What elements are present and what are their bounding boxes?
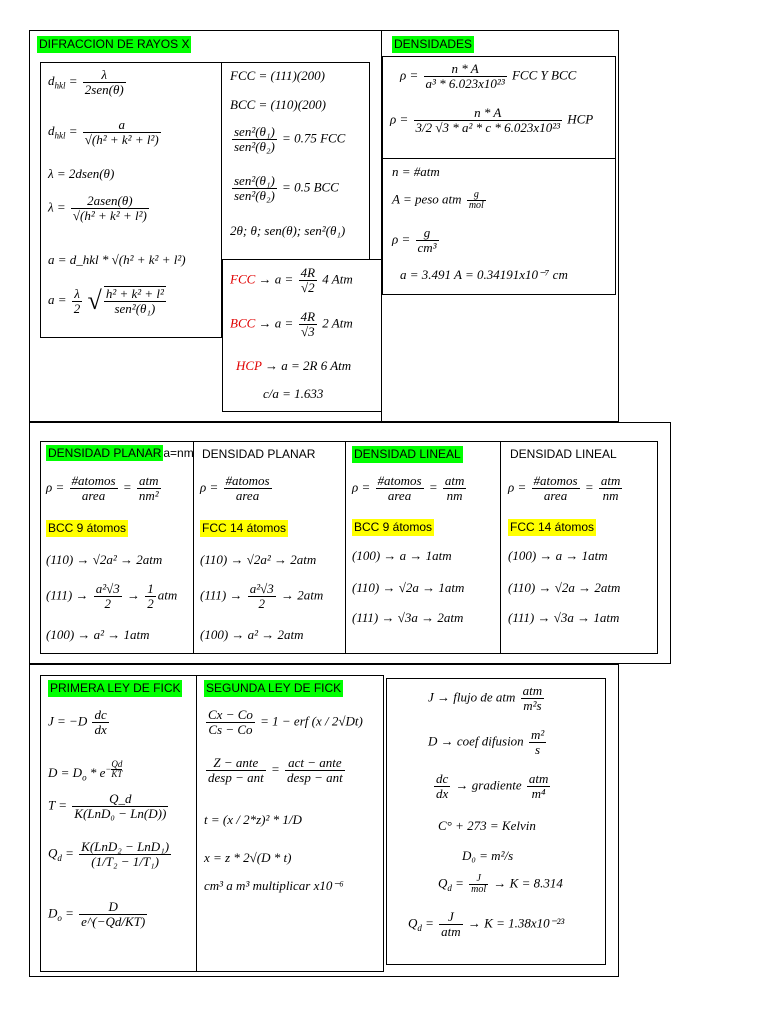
lambda-eq-1: λ = 2dsen(θ)	[48, 166, 115, 181]
col4-rho: ρ = $\frac{\text{\#atomos}}{\text{area}}$ = $\frac{\text{atm}}{nm}$	[508, 473, 621, 503]
x-eq: x = z * 2√(D * t)	[204, 850, 292, 865]
bcc-planes: BCC = (110)(200)	[230, 97, 326, 112]
Qd-eq: $Q_d$ = $\frac{\text{K(LnD₂ − LnD₁)}}{\text{(1/T₂ − 1/T₁)}}$	[48, 839, 170, 869]
a-eq-1: a = d_hkl * √(h² + k² + l²)	[48, 252, 186, 267]
fcc-planes: FCC = (111)(200)	[230, 68, 325, 83]
col1-title: DENSIDAD PLANAR	[48, 446, 162, 460]
bcc-a-label: BCC	[230, 315, 256, 331]
ratio-fcc-value: = 0.75 FCC	[282, 130, 346, 146]
rho-fcc-bcc: ρ = $\frac{n * A}{\text{a³ * 6.023x10²³}}$ FCC Y BCC	[400, 61, 577, 91]
col3-bcc9: BCC 9 átomos	[354, 520, 433, 534]
col1-bcc9: BCC 9 átomos	[48, 521, 127, 535]
rho-unit: ρ = $\frac{g}{\text{cm³}}$	[392, 225, 437, 255]
rho-2-den: 3/2 √3 * a² * c * 6.023x10²³	[415, 120, 560, 135]
col3-title: DENSIDAD LINEAL	[354, 447, 461, 461]
fcc-a-label: FCC	[230, 271, 256, 287]
ratio-bcc: $\frac{\text{sen²(θ₁)}}{\text{sen²(θ₂)}}$ = 0.5 BCC	[234, 173, 339, 203]
a-eq-2: a = $\frac{\lambda}{2}$ √ $\frac{\text{h² + k² + l²}}{\text{sen²(θ₁)}}$	[48, 285, 164, 316]
A-unit-den: mol	[468, 200, 484, 211]
col1-nm2: nm²	[138, 488, 159, 503]
theta-list: 2θ; θ; sen(θ); sen²(θ₁)	[230, 223, 346, 238]
col2-111: (111) → $\frac{\text{a²√3}}{2}$ → 2atm	[200, 581, 324, 611]
J-dx: dx	[94, 722, 107, 737]
rho-1-num: n * A	[451, 61, 479, 76]
rho-2-num: n * A	[474, 105, 502, 120]
Qd-K1-den: mol	[471, 884, 487, 895]
D-def	[428, 728, 548, 757]
T-num: Q_d	[109, 791, 132, 806]
hcp-a-label: HCP	[236, 358, 262, 373]
col1-100: (100) → a² → 1atm	[46, 627, 150, 642]
D-unit-den: s	[529, 742, 546, 757]
J-unit-den: m²s	[521, 698, 545, 713]
Qd-K2-num: J	[448, 909, 454, 924]
ratio-bcc-value: = 0.5 BCC	[282, 179, 339, 195]
col2-title: DENSIDAD PLANAR	[202, 447, 316, 461]
difraccion-title: DIFRACCION DE RAYOS X	[39, 37, 190, 51]
col2-100: (100) → a² → 2atm	[200, 627, 304, 642]
Qd-K1-num: J	[476, 873, 481, 884]
grad-unit-num: atm	[528, 771, 549, 786]
Qd-K2-den: atm	[441, 924, 461, 939]
kelvin: C° + 273 = Kelvin	[438, 818, 536, 833]
Do-eq: $D_o$ = $\frac{D}{e\^{}(-Qd/KT)}$	[48, 899, 146, 929]
D-unit-num: m²	[530, 727, 545, 742]
act-den: desp − ant	[287, 770, 343, 785]
J-eq: J = −D $\frac{dc}{dx}$	[48, 707, 107, 737]
col3-nm: nm	[443, 488, 467, 503]
dhkl-eq-1: $d_{hkl}$ = $\frac{\lambda}{\text{2sen(θ)}}$	[48, 67, 124, 97]
J-dc: dc	[94, 707, 107, 722]
rho-hcp: ρ = $\frac{n * A}{\text{3/2 √3 * a² * c * 6.023x10²³}}$ HCP	[390, 105, 594, 135]
dhkl-eq-2: $d_{hkl}$ = $\frac{a}{\text{√(h² + k² + l²)}}$	[48, 117, 159, 147]
grad-unit-den: m⁴	[527, 786, 551, 801]
cm3-note: cm³ a m³ multiplicar x10⁻⁶	[204, 878, 344, 893]
J-def-text: J → flujo de atm	[428, 689, 516, 705]
col4-title: DENSIDAD LINEAL	[510, 447, 617, 461]
rho-2-tail: HCP	[567, 111, 594, 127]
col3-110: (110) → √2a → 1atm	[352, 580, 465, 595]
A-def-text: A = peso atm	[392, 191, 462, 207]
erf-eq	[204, 708, 363, 737]
A-def	[392, 190, 488, 211]
col4-110: (110) → √2a → 2atm	[508, 580, 621, 595]
sen-den: sen²(θ₂)	[234, 139, 275, 154]
col3-rho: ρ = $\frac{\text{\#atomos}}{\text{area}}$ = $\frac{\text{atm}}{nm}$	[352, 473, 465, 503]
ante-den: desp − ant	[208, 770, 264, 785]
Qd-K1-post: → K = 8.314	[493, 875, 563, 891]
Qd-K2: $Q_d$ = $\frac{J}{\text{atm}}$ → K = 1.38x10⁻²³	[408, 909, 565, 939]
sen-num: sen²(θ₁)	[234, 124, 275, 139]
hcp-a	[236, 358, 351, 374]
Do-unit: D₀ = m²/s	[462, 848, 514, 863]
erf-num: Cx − Co	[208, 707, 253, 722]
col-divider-1	[193, 441, 194, 654]
col1-header	[46, 446, 194, 460]
col3-100: (100) → a → 1atm	[352, 548, 452, 563]
col2-110: (110) → √2a² → 2atm	[200, 552, 317, 567]
n-def: n = #atm	[392, 164, 440, 179]
col1-111: (111) → $\frac{\text{a²√3}}{2}$ → $\frac{1}{2}$ atm	[46, 581, 178, 611]
Qd-num: K(LnD₂ − LnD₁)	[81, 839, 170, 854]
erf-tail: = 1 − erf (x / 2√Dt)	[260, 713, 363, 729]
grad-def-text: → gradiente	[455, 777, 522, 793]
ante-eq: $\frac{\text{Z − ante}}{\text{desp − ant}}$ = $\frac{\text{act − ante}}{\text{desp − ant}}$	[208, 755, 343, 785]
ratio-fcc	[230, 125, 345, 154]
fick2-title: SEGUNDA LEY DE FICK	[206, 681, 342, 695]
Qd-den: (1/T₂ − 1/T₁)	[79, 854, 171, 869]
fick1-title: PRIMERA LEY DE FICK	[50, 681, 181, 695]
A-unit-num: g	[473, 189, 479, 200]
col2-fcc14: FCC 14 átomos	[202, 521, 287, 535]
col1-rho: ρ = $\frac{\text{\#atomos}}{\text{area}}$ = $\frac{\text{atm}}{\text{nm²}}$	[46, 473, 159, 503]
Do-num: D	[108, 899, 118, 914]
Qd-K1: $Q_d$ = $\frac{J}{\text{mol}}$ → K = 8.314	[438, 873, 563, 895]
col4-100: (100) → a → 1atm	[508, 548, 608, 563]
col2-rho: ρ = $\frac{\text{\#atomos}}{\text{area}}$	[200, 473, 270, 503]
hcp-a-eq: → a = 2R 6 Atm	[265, 358, 352, 373]
col3-111: (111) → √3a → 2atm	[352, 610, 464, 625]
col4-fcc14: FCC 14 átomos	[510, 520, 595, 534]
rho-unit-den: cm³	[417, 240, 437, 255]
J-unit-num: atm	[522, 683, 543, 698]
T-eq: T = $\frac{Q\_d}{\text{K(LnD₀ − Ln(D))}}$	[48, 791, 167, 821]
D-eq: $D = D_o * e^{- \frac{Qd}{KT}}$	[48, 759, 123, 783]
densidades-title: DENSIDADES	[394, 37, 473, 51]
Do-den: e^(−Qd/KT)	[81, 914, 146, 929]
t-eq: t = (x / 2*z)² * 1/D	[204, 812, 302, 827]
T-den: K(LnD₀ − Ln(D))	[74, 806, 167, 821]
col-divider-2	[345, 441, 346, 654]
lambda-eq-2: λ = $\frac{\text{2asen(θ)}}{\text{√(h² + k² + l²)}}$	[48, 193, 147, 223]
fick-divider	[196, 675, 197, 972]
act-num: act − ante	[288, 755, 342, 770]
D-def-text: D → coef difusion	[428, 733, 524, 749]
J-def	[428, 684, 546, 713]
rho-unit-num: g	[423, 225, 431, 240]
col4-111: (111) → √3a → 1atm	[508, 610, 620, 625]
fcc-a: FCC → a = $\frac{4R}{√2}$ 4 Atm	[230, 265, 353, 295]
erf-den: Cs − Co	[206, 722, 255, 737]
col-divider-3	[500, 441, 501, 654]
Qd-K2-post: → K = 1.38x10⁻²³	[467, 915, 565, 931]
rho-1-den: a³ * 6.023x10²³	[425, 76, 505, 91]
ante-num: Z − ante	[213, 755, 259, 770]
col1-110: (110) → √2a² → 2atm	[46, 552, 163, 567]
col1-extra: a=nm	[163, 446, 194, 460]
densidades-divider	[382, 158, 616, 159]
rho-1-tail: FCC Y BCC	[511, 67, 577, 83]
bcc-a: BCC → a = $\frac{4R}{√3}$ 2 Atm	[230, 309, 353, 339]
grad-def: $\frac{dc}{dx}$ → gradiente $\frac{\text{atm}}{\text{m⁴}}$	[436, 771, 549, 801]
ca-ratio: c/a = 1.633	[263, 386, 324, 401]
a-conversion: a = 3.491 A = 0.34191x10⁻⁷ cm	[400, 267, 568, 282]
